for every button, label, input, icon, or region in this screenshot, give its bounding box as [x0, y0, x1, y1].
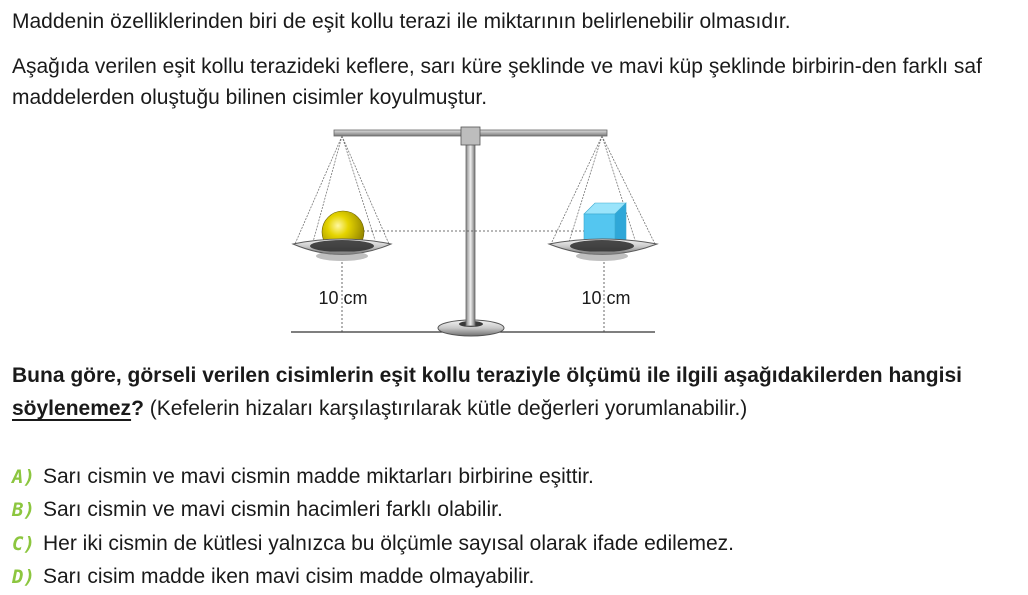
option-text: Sarı cismin ve mavi cismin madde miktarları birbirine eşittir.: [43, 465, 594, 488]
option-letter: C): [12, 533, 35, 555]
option-text: Sarı cismin ve mavi cismin hacimleri farklı olabilir.: [43, 498, 503, 521]
option-d[interactable]: [12, 563, 534, 591]
intro-line-1: Maddenin özelliklerinden biri de eşit kollu terazi ile miktarının belirlenebilir olmasıdır.: [12, 10, 791, 33]
option-text: Sarı cisim madde iken mavi cisim madde olmayabilir.: [43, 565, 535, 588]
intro-line-2: Aşağıda verilen eşit kollu terazideki keflere, sarı küre şeklinde ve mavi küp şeklinde birbirin-den farklı saf maddelerden oluştuğu bilinen cisimler koyulmuştur.: [12, 55, 982, 109]
left-pan-shadow: [310, 240, 374, 252]
option-b[interactable]: [12, 496, 503, 524]
left-distance-label: 10 cm: [318, 288, 368, 308]
question-underlined-word: söylenemez: [12, 397, 132, 420]
option-a[interactable]: [12, 463, 594, 491]
option-letter: A): [12, 466, 35, 488]
question-mark: ?: [131, 397, 144, 420]
right-pan-shadow: [570, 240, 634, 252]
question-note: (Kefelerin hizaları karşılaştırılarak kütle değerleri yorumlanabilir.): [143, 397, 748, 420]
balance-scale-figure: [285, 122, 665, 344]
option-letter: B): [12, 499, 35, 521]
scale-pivot: [461, 127, 480, 145]
question-text: [12, 359, 1022, 425]
question-bold-part: Buna göre, görseli verilen cisimlerin eşit kollu teraziyle ölçümü ile ilgili aşağıdakilerden hangisi: [12, 364, 962, 387]
scale-pole: [466, 138, 475, 326]
option-letter: D): [12, 566, 35, 588]
option-text: Her iki cismin de kütlesi yalnızca bu ölçümle sayısal olarak ifade edilemez.: [43, 532, 734, 555]
right-distance-label: 10 cm: [581, 288, 631, 308]
option-c[interactable]: [12, 530, 734, 558]
